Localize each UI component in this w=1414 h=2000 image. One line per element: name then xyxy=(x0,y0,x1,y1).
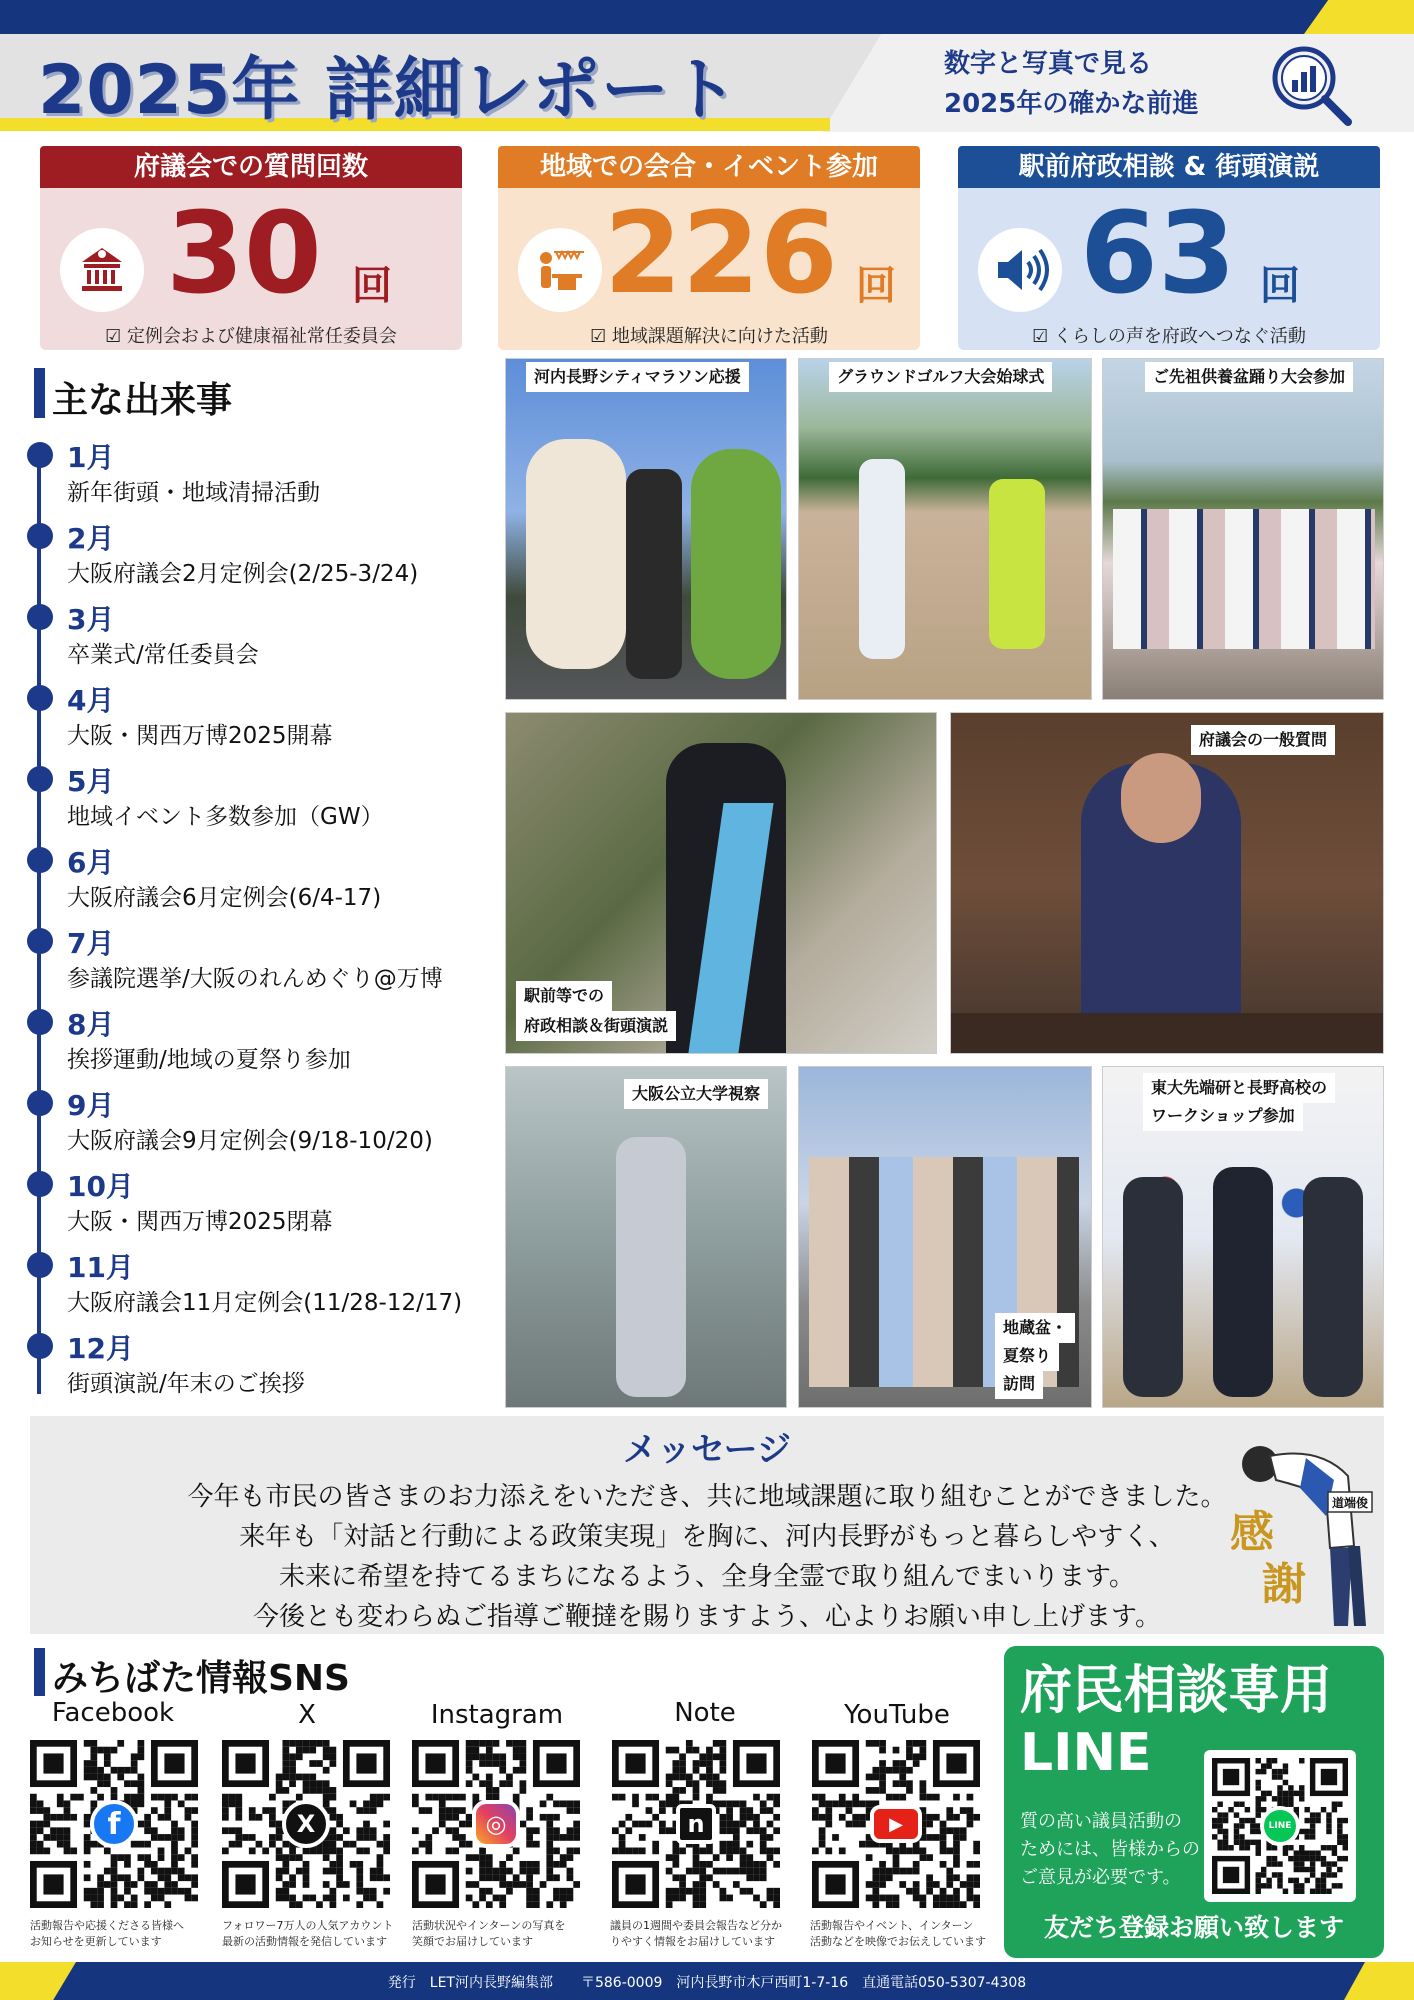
kansha-text: 謝 xyxy=(1262,1559,1306,1610)
kansha-text: 感 xyxy=(1230,1507,1274,1558)
message-line: 今後とも変わらぬご指導ご鞭撻を賜りますよう、心よりお願い申し上げます。 xyxy=(253,1602,1161,1632)
sns-label-note: Note xyxy=(674,1698,736,1728)
photo-street-speech: 駅前等での 府政相談＆街頭演説 xyxy=(505,712,937,1054)
stat-label: 駅前府政相談 & 街頭演説 xyxy=(958,146,1380,188)
photo-university-visit: 大阪公立大学視察 xyxy=(505,1066,787,1408)
stat-events xyxy=(498,146,920,350)
stat-note: ☑ くらしの声を府政へつなぐ活動 xyxy=(1032,326,1306,347)
magnifier-chart-icon xyxy=(1268,42,1354,128)
line-icon: LINE xyxy=(1260,1806,1300,1846)
x-icon: X xyxy=(282,1800,330,1848)
stat-unit: 回 xyxy=(856,263,896,309)
stat-value: 30 xyxy=(166,189,322,319)
sns-heading: みちばた情報SNS xyxy=(52,1658,350,1699)
sns-desc-note: 議員の1週間や委員会報告など分か りやすく情報をお届けしています xyxy=(610,1919,782,1948)
stat-label: 地域での会合・イベント参加 xyxy=(498,146,920,188)
svg-text:道端俊: 道端俊 xyxy=(1331,1496,1369,1510)
youtube-icon: ▶ xyxy=(870,1805,922,1843)
photo-assembly-question: 府議会の一般質問 xyxy=(950,712,1384,1054)
message-title: メッセージ xyxy=(623,1430,791,1470)
events-heading-bar xyxy=(34,368,45,418)
sns-desc-facebook: 活動報告や応援くださる皆様へ お知らせを更新しています xyxy=(30,1919,184,1948)
stat-unit: 回 xyxy=(1260,263,1300,309)
qr-code-youtube[interactable] xyxy=(812,1740,980,1908)
line-desc: 質の高い議員活動の ためには、皆様からの ご意見が必要です。 xyxy=(1020,1811,1200,1888)
header-tagline: 数字と写真で見る 2025年の確かな前進 xyxy=(944,49,1199,119)
speaker-icon xyxy=(978,228,1062,312)
sns-label-facebook: Facebook xyxy=(51,1698,175,1728)
qr-code-note[interactable] xyxy=(612,1740,780,1908)
sns-heading-bar xyxy=(34,1648,45,1696)
assembly-building-icon xyxy=(60,228,144,312)
stat-label: 府議会での質問回数 xyxy=(40,146,462,188)
event-person-icon xyxy=(518,228,602,312)
sns-label-youtube: YouTube xyxy=(844,1700,950,1730)
top-strip xyxy=(0,0,1414,34)
qr-code-instagram[interactable] xyxy=(412,1740,580,1908)
line-cta[interactable]: 友だち登録お願い致します xyxy=(1043,1913,1344,1942)
stat-street-speech xyxy=(958,146,1380,350)
message-line: 来年も「対話と行動による政策実現」を胸に、河内長野がもっと暮らしやすく、 xyxy=(239,1522,1175,1552)
line-title: 府民相談専用 LINE xyxy=(1020,1661,1333,1783)
sns-label-instagram: Instagram xyxy=(430,1700,564,1730)
line-consult-box xyxy=(1004,1646,1384,1958)
stat-note: ☑ 定例会および健康福祉常任委員会 xyxy=(105,326,397,347)
photo-workshop: 東大先端研と長野高校の ワークショップ参加 xyxy=(1102,1066,1384,1408)
note-icon: n xyxy=(676,1804,716,1844)
sns-desc-youtube: 活動報告やイベント、インターン 活動などを映像でお伝えしています xyxy=(810,1919,986,1948)
bowing-person-illustration xyxy=(1230,1436,1380,1636)
footer-text: 発行 LET河内長野編集部 〒586-0009 河内長野市木戸西町1-7-16 直通電話050-5307-4308 xyxy=(387,1975,1027,1991)
qr-code-x[interactable] xyxy=(222,1740,390,1908)
stat-value: 63 xyxy=(1080,189,1236,319)
stat-note: ☑ 地域課題解決に向けた活動 xyxy=(590,326,828,347)
instagram-icon: ◎ xyxy=(472,1800,520,1848)
stat-unit: 回 xyxy=(352,263,392,309)
events-heading: 主な出来事 xyxy=(52,380,233,421)
page-title: 2025年 詳細レポート xyxy=(38,51,739,130)
footer xyxy=(0,1962,1414,2000)
sns-desc-x: フォロワー7万人の人気アカウント 最新の活動情報を発信しています xyxy=(222,1919,394,1948)
photo-jizo-bon: 地蔵盆・ 夏祭り 訪問 xyxy=(798,1066,1092,1408)
photo-marathon: 河内長野シティマラソン応援 xyxy=(505,358,787,700)
stat-questions xyxy=(40,146,462,350)
sns-desc-instagram: 活動状況やインターンの写真を 笑顔でお届けしています xyxy=(412,1919,566,1948)
message-line: 今年も市民の皆さまのお力添えをいただき、共に地域課題に取り組むことができました。 xyxy=(187,1482,1227,1512)
qr-code-line[interactable] xyxy=(1204,1750,1356,1902)
stat-value: 226 xyxy=(604,189,838,319)
sns-label-x: X xyxy=(298,1700,316,1730)
photo-ground-golf: グラウンドゴルフ大会始球式 xyxy=(798,358,1092,700)
facebook-icon: f xyxy=(90,1800,138,1848)
qr-code-facebook[interactable] xyxy=(30,1740,198,1908)
message-line: 未来に希望を持てるまちになるよう、全身全霊で取り組んでまいります。 xyxy=(279,1562,1135,1592)
photo-bon-odori: ご先祖供養盆踊り大会参加 xyxy=(1102,358,1384,700)
message-box xyxy=(30,1416,1384,1634)
